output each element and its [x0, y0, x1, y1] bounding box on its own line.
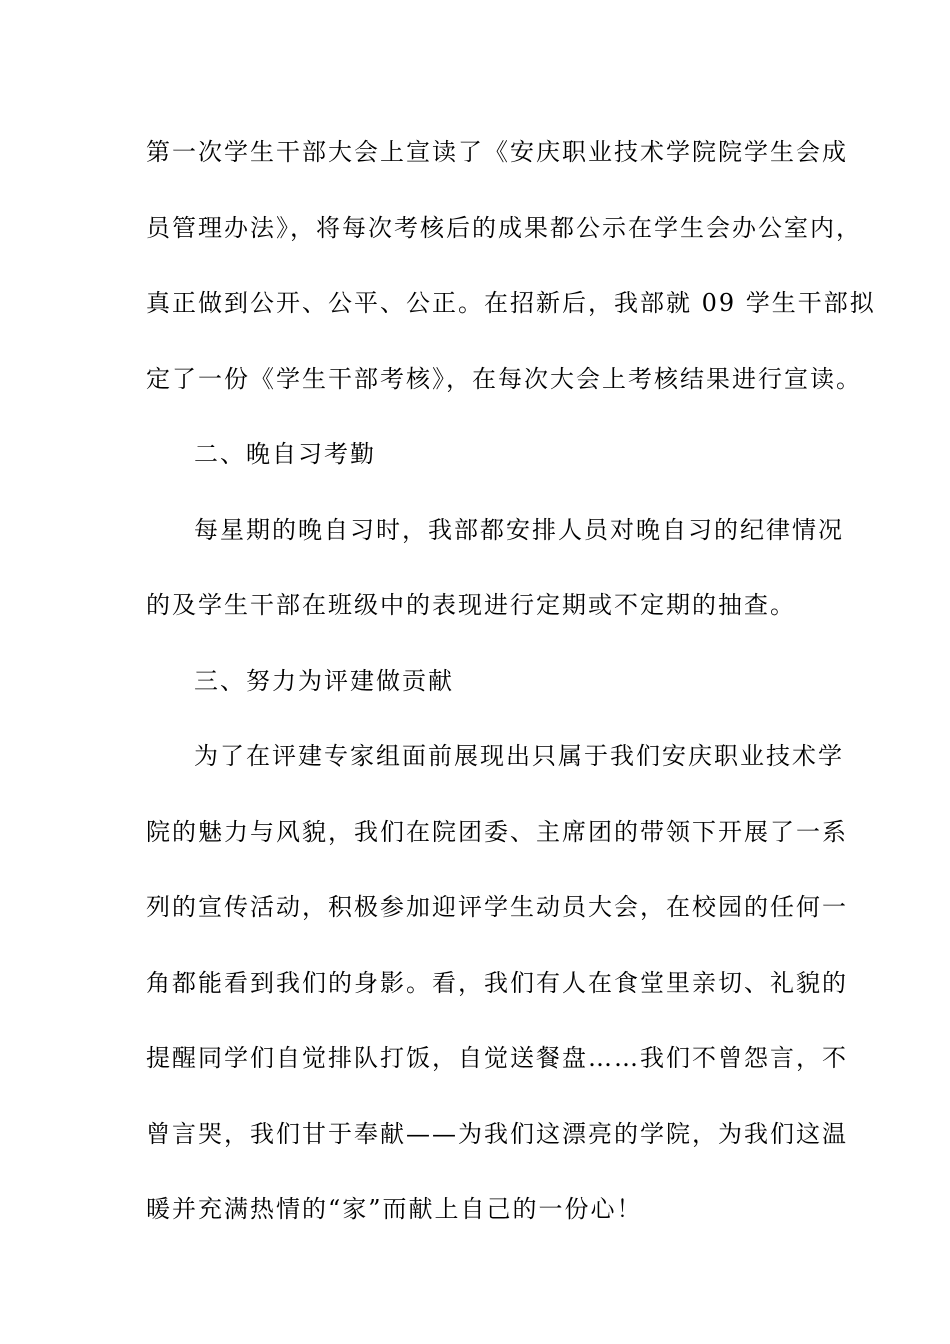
paragraph-line: 的及学生干部在班级中的表现进行定期或不定期的抽查。	[146, 591, 796, 619]
section-heading: 二、晚自习考勤	[194, 440, 376, 468]
section-heading: 三、努力为评建做贡献	[194, 666, 454, 695]
paragraph-line: 曾言哭，我们甘于奉献——为我们这漂亮的学院，为我们这温	[146, 1119, 848, 1148]
paragraph-line: 员管理办法》，将每次考核后的成果都公示在学生会办公室内，	[146, 213, 862, 242]
paragraph-line: 暖并充满热情的“家”而献上自己的一份心！	[146, 1195, 643, 1223]
paragraph-line: 每星期的晚自习时，我部都安排人员对晚自习的纪律情况	[194, 515, 844, 544]
paragraph-line: 列的宣传活动，积极参加迎评学生动员大会，在校园的任何一	[146, 893, 848, 921]
paragraph-line: 第一次学生干部大会上宣读了《安庆职业技术学院院学生会成	[146, 138, 848, 166]
paragraph-line: 定了一份《学生干部考核》，在每次大会上考核结果进行宣读。	[146, 364, 862, 393]
paragraph-line: 院的魅力与风貌，我们在院团委、主席团的带领下开展了一系	[146, 817, 848, 846]
paragraph-line: 为了在评建专家组面前展现出只属于我们安庆职业技术学	[194, 742, 844, 770]
paragraph-line: 真正做到公开、公平、公正。在招新后，我部就 09 学生干部拟	[146, 289, 876, 317]
paragraph-line: 提醒同学们自觉排队打饭，自觉送餐盘……我们不曾怨言，不	[146, 1044, 848, 1072]
paragraph-line: 角都能看到我们的身影。看，我们有人在食堂里亲切、礼貌的	[146, 968, 848, 997]
document-body	[146, 129, 876, 1262]
